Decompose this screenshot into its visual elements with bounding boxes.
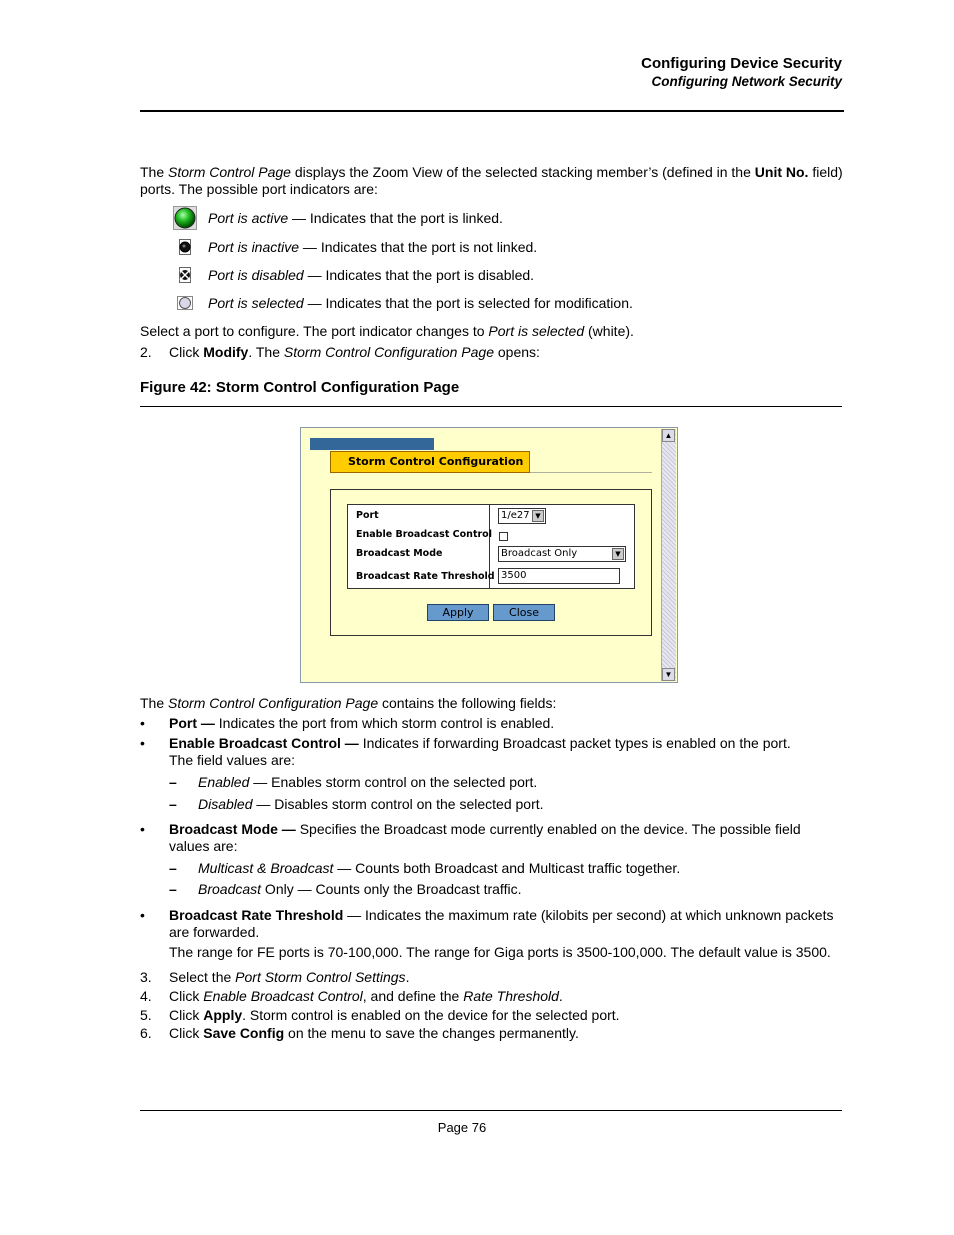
dash: – <box>169 881 177 897</box>
enable-broadcast-label: Enable Broadcast Control <box>356 529 492 540</box>
chevron-down-icon[interactable]: ▼ <box>612 548 624 560</box>
broadcast-mode-select[interactable] <box>498 546 626 562</box>
step-6-text: Click Save Config on the menu to save the changes permanently. <box>169 1025 579 1041</box>
figure-rule <box>140 406 842 407</box>
port-active-icon <box>172 206 198 230</box>
vertical-scrollbar[interactable] <box>661 429 676 681</box>
step-number: 2. <box>140 344 152 360</box>
threshold-range-text: The range for FE ports is 70-100,000. The range for Giga ports is 3500-100,000. The default value is 3500. <box>169 944 831 960</box>
indicator-name: Port is active <box>208 210 289 226</box>
bullet-enable-broadcast: Enable Broadcast Control — Indicates if forwarding Broadcast packet types is enabled on the port. The field values are: <box>169 735 791 768</box>
close-button[interactable]: Close <box>493 604 555 621</box>
bullet: • <box>140 907 145 923</box>
port-inactive-icon <box>172 235 198 259</box>
indicator-desc: — Indicates that the port is linked. <box>288 210 503 226</box>
indicator-disabled-row <box>172 263 534 287</box>
port-select[interactable] <box>498 508 546 524</box>
bullet-broadcast-mode: Broadcast Mode — Specifies the Broadcast mode currently enabled on the device. The possible field values are: <box>169 821 801 854</box>
threshold-value: 3500 <box>501 570 527 581</box>
figure-caption: Figure 42: Storm Control Configuration Page <box>140 379 460 396</box>
title-bar <box>310 438 434 450</box>
bullet-port: Port — Indicates the port from which storm control is enabled. <box>169 715 555 731</box>
header-rule <box>140 110 844 112</box>
option-multicast-broadcast: Multicast & Broadcast — Counts both Broadcast and Multicast traffic together. <box>198 860 681 876</box>
dash: – <box>169 774 177 790</box>
option-enabled: Enabled — Enables storm control on the selected port. <box>198 774 538 790</box>
footer-rule <box>140 1110 842 1111</box>
dash: – <box>169 860 177 876</box>
scroll-up-icon[interactable]: ▲ <box>662 429 675 442</box>
step-number: 5. <box>140 1007 152 1023</box>
scroll-down-icon[interactable]: ▼ <box>662 668 675 681</box>
enable-broadcast-checkbox[interactable] <box>499 532 508 541</box>
port-disabled-icon <box>172 263 198 287</box>
indicator-inactive-row <box>172 235 537 259</box>
indicator-desc: — Indicates that the port is disabled. <box>303 267 535 283</box>
port-selected-icon <box>172 291 198 315</box>
option-disabled: Disabled — Disables storm control on the selected port. <box>198 796 544 812</box>
step-number: 3. <box>140 969 152 985</box>
intro-paragraph: The Storm Control Page displays the Zoom View of the selected stacking member’s (defined in the Unit No. field) ports. The possible port indicators are: <box>140 164 843 197</box>
step-5-text: Click Apply. Storm control is enabled on the device for the selected port. <box>169 1007 620 1023</box>
header-subtitle: Configuring Network Security <box>651 74 842 89</box>
port-label: Port <box>356 510 379 521</box>
step-4-text: Click Enable Broadcast Control, and define the Rate Threshold. <box>169 988 563 1004</box>
indicator-name: Port is inactive <box>208 239 300 255</box>
fields-intro: The Storm Control Configuration Page contains the following fields: <box>140 695 557 711</box>
tab-storm-control-configuration[interactable]: Storm Control Configuration <box>330 451 530 473</box>
indicator-selected-row <box>172 291 633 315</box>
step-number: 4. <box>140 988 152 1004</box>
apply-button[interactable]: Apply <box>427 604 489 621</box>
threshold-label: Broadcast Rate Threshold <box>356 571 495 582</box>
mode-value: Broadcast Only <box>501 548 578 559</box>
bullet: • <box>140 715 145 731</box>
broadcast-mode-label: Broadcast Mode <box>356 548 443 559</box>
threshold-input[interactable] <box>498 568 620 584</box>
header-title: Configuring Device Security <box>641 55 842 72</box>
step-3-text: Select the Port Storm Control Settings. <box>169 969 410 985</box>
option-broadcast-only: Broadcast Only — Counts only the Broadcast traffic. <box>198 881 522 897</box>
config-form <box>347 504 635 589</box>
indicator-name: Port is disabled <box>208 267 304 283</box>
port-value: 1/e27 <box>501 510 530 521</box>
indicator-desc: — Indicates that the port is selected for modification. <box>303 295 633 311</box>
bullet: • <box>140 821 145 837</box>
indicator-desc: — Indicates that the port is not linked. <box>299 239 538 255</box>
indicator-active-row <box>172 206 503 230</box>
chevron-down-icon[interactable]: ▼ <box>532 510 544 522</box>
step-2-text: Click Modify. The Storm Control Configuration Page opens: <box>169 344 540 360</box>
page-number: Page 76 <box>437 1120 487 1135</box>
select-port-text: Select a port to configure. The port indicator changes to Port is selected (white). <box>140 323 634 339</box>
step-number: 6. <box>140 1025 152 1041</box>
indicator-name: Port is selected <box>208 295 304 311</box>
dash: – <box>169 796 177 812</box>
config-panel <box>330 489 652 636</box>
storm-control-screenshot <box>300 427 678 683</box>
bullet-threshold: Broadcast Rate Threshold — Indicates the maximum rate (kilobits per second) at which unknown packets are forwarded. <box>169 907 834 940</box>
tab-underline <box>530 472 652 473</box>
bullet: • <box>140 735 145 751</box>
